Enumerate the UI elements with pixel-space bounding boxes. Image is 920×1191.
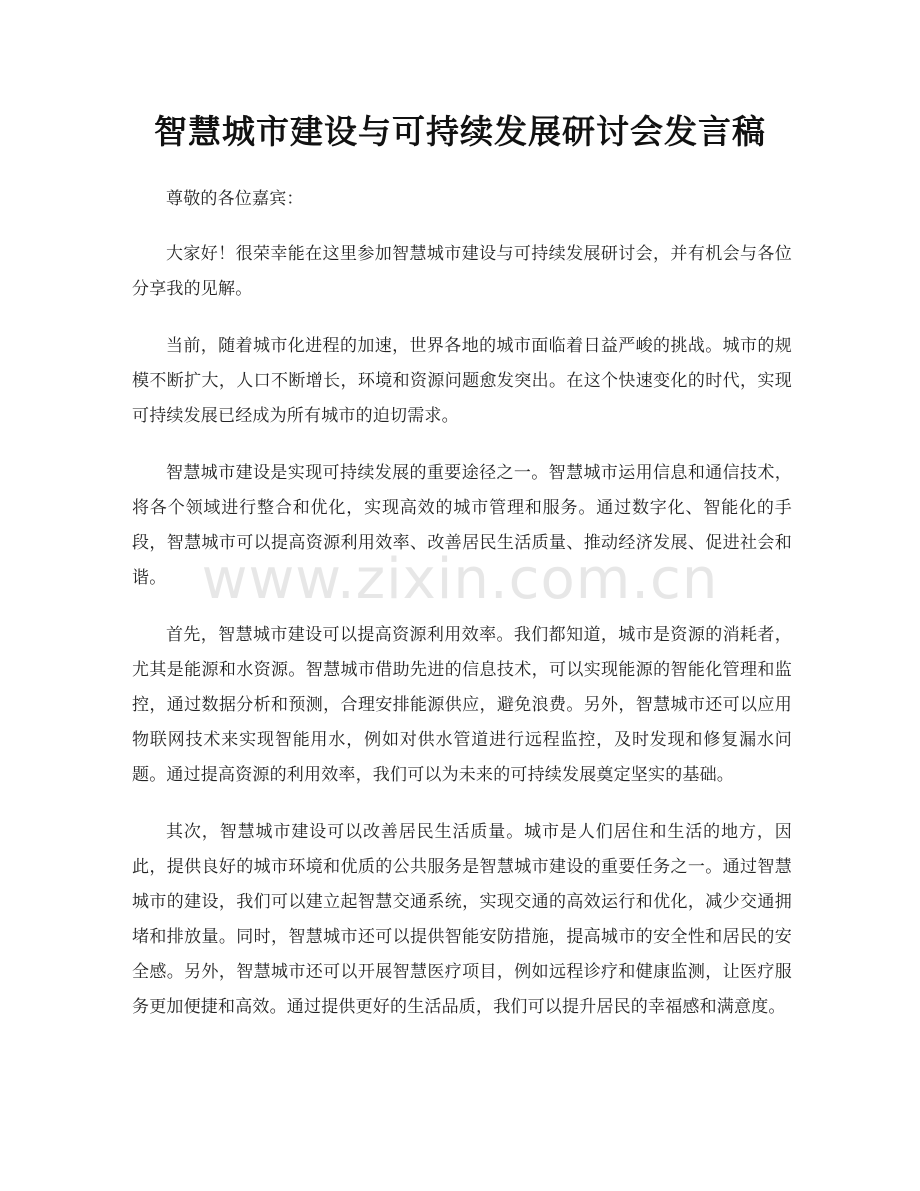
- paragraph-context: 当前，随着城市化进程的加速，世界各地的城市面临着日益严峻的挑战。城市的规模不断扩大，人口不断增长，环境和资源问题愈发突出。在这个快速变化的时代，实现可持续发展已经成为所有城市的迫切需求。: [132, 336, 792, 426]
- document-body: [132, 182, 792, 1047]
- paragraph-quality-of-life: 其次，智慧城市建设可以改善居民生活质量。城市是人们居住和生活的地方，因此，提供良好的城市环境和优质的公共服务是智慧城市建设的重要任务之一。通过智慧城市的建设，我们可以建立起智慧交通系统，实现交通的高效运行和优化，减少交通拥堵和排放量。同时，智慧城市还可以提供智能安防措施，提高城市的安全性和居民的安全感。另外，智慧城市还可以开展智慧医疗项目，例如远程诊疗和健康监测，让医疗服务更加便捷和高效。通过提供更好的生活品质，我们可以提升居民的幸福感和满意度。: [132, 822, 792, 1017]
- document-title: 智慧城市建设与可持续发展研讨会发言稿: [154, 112, 766, 151]
- paragraph-smart-city-intro: 智慧城市建设是实现可持续发展的重要途径之一。智慧城市运用信息和通信技术，将各个领域进行整合和优化，实现高效的城市管理和服务。通过数字化、智能化的手段，智慧城市可以提高资源利用效率、改善居民生活质量、推动经济发展、促进社会和谐。: [132, 463, 792, 588]
- salutation: 尊敬的各位嘉宾：: [166, 189, 304, 209]
- watermark: www.zixin.com.cn: [201, 547, 719, 612]
- paragraph-greeting: 大家好！很荣幸能在这里参加智慧城市建设与可持续发展研讨会，并有机会与各位分享我的见解。: [132, 244, 792, 299]
- paragraph-resource-efficiency: 首先，智慧城市建设可以提高资源利用效率。我们都知道，城市是资源的消耗者，尤其是能源和水资源。智慧城市借助先进的信息技术，可以实现能源的智能化管理和监控，通过数据分析和预测，合理安排能源供应，避免浪费。另外，智慧城市还可以应用物联网技术来实现智能用水，例如对供水管道进行远程监控，及时发现和修复漏水问题。通过提高资源的利用效率，我们可以为未来的可持续发展奠定坚实的基础。: [132, 625, 792, 785]
